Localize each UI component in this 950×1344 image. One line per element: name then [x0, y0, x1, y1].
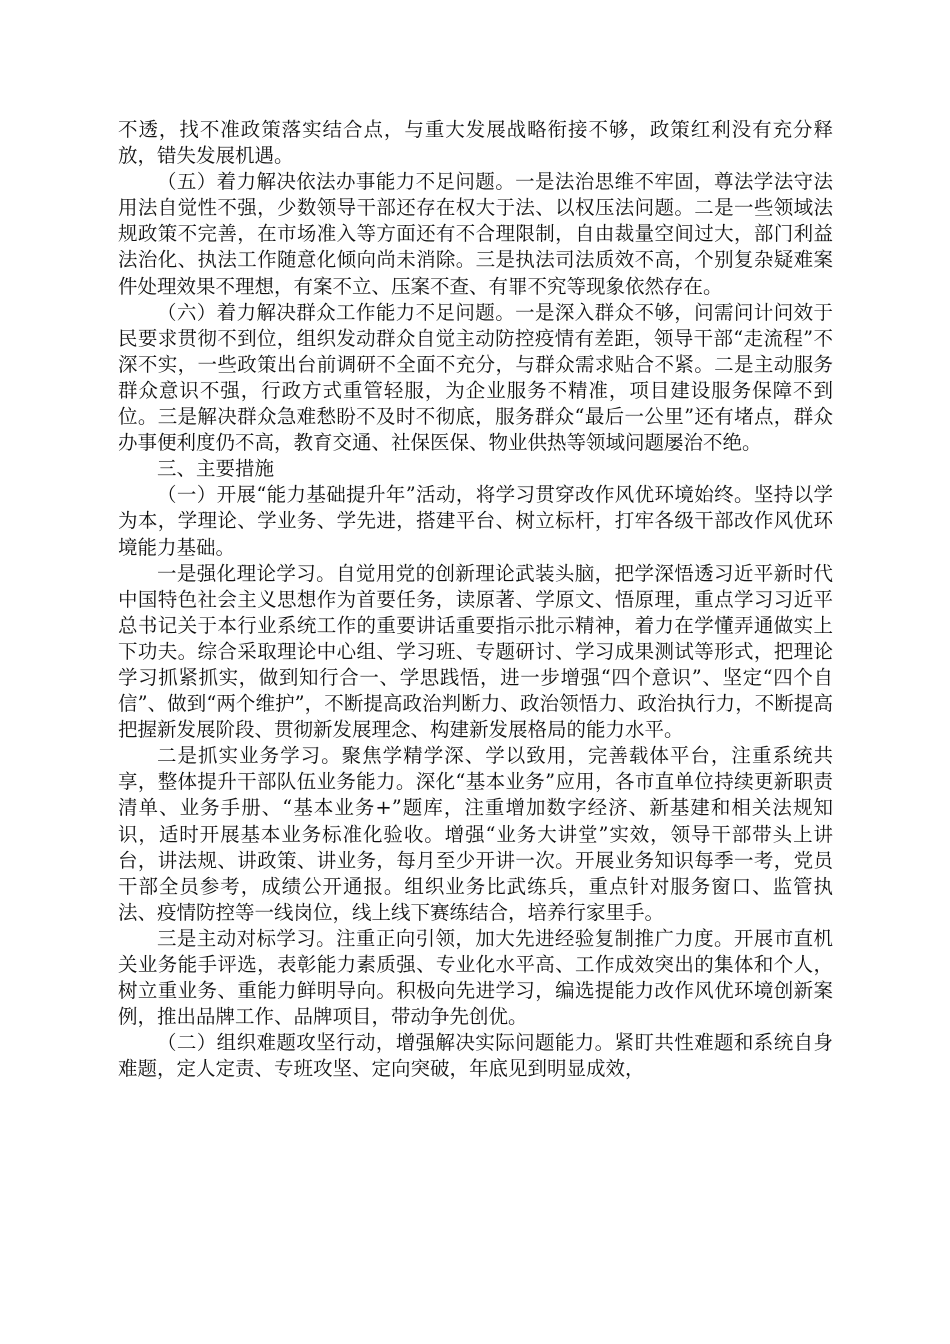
paragraph-section-5: （五）着力解决依法办事能力不足问题。一是法治思维不牢固，尊法学法守法用法自觉性不强，少数领导干部还存在权大于法、以权压法问题。二是一些领域法规政策不完善，在市场准入等方面还有不合理限制，自由裁量空间过大，部门利益法治化、执法工作随意化倾向尚未消除。三是执法司法质效不高，个别复杂疑难案件处理效果不理想，有案不立、压案不查、有罪不究等现象依然存在。	[118, 170, 833, 298]
document-page	[118, 117, 833, 1082]
section-heading-main-measures: 三、主要措施	[157, 457, 275, 481]
paragraph-business-study: 二是抓实业务学习。聚焦学精学深、学以致用，完善载体平台，注重系统共享，整体提升干部队伍业务能力。深化“基本业务”应用，各市直单位持续更新职责清单、业务手册、“基本业务+”题库，注重增加数字经济、新基建和相关法规知识，适时开展基本业务标准化验收。增强“业务大讲堂”实效，领导干部带头上讲台，讲法规、讲政策、讲业务，每月至少开讲一次。开展业务知识每季一考，党员干部全员参考，成绩公开通报。组织业务比武练兵，重点针对服务窗口、监管执法、疫情防控等一线岗位，线上线下赛练结合，培养行家里手。	[118, 744, 833, 924]
paragraph-measure-2: （二）组织难题攻坚行动，增强解决实际问题能力。紧盯共性难题和系统自身难题，定人定责、专班攻坚、定向突破，年底见到明显成效，	[118, 1031, 833, 1081]
paragraph-theory-study: 一是强化理论学习。自觉用党的创新理论武装头脑，把学深悟透习近平新时代中国特色社会主义思想作为首要任务，读原著、学原文、悟原理，重点学习习近平总书记关于本行业系统工作的重要讲话重要指示批示精神，着力在学懂弄通做实上下功夫。综合采取理论中心组、学习班、专题研讨、学习成果测试等形式，把理论学习抓紧抓实，做到知行合一、学思践悟，进一步增强“四个意识”、坚定“四个自信”、做到“两个维护”，不断提高政治判断力、政治领悟力、政治执行力，不断提高把握新发展阶段、贯彻新发展理念、构建新发展格局的能力水平。	[118, 561, 833, 742]
paragraph-section-6: （六）着力解决群众工作能力不足问题。一是深入群众不够，问需问计问效于民要求贯彻不到位，组织发动群众自觉主动防控疫情有差距，领导干部“走流程”不深不实，一些政策出台前调研不全面不充分，与群众需求贴合不紧。二是主动服务群众意识不强，行政方式重管轻服，为企业服务不精准，项目建设服务保障不到位。三是解决群众急难愁盼不及时不彻底，服务群众“最后一公里”还有堵点，群众办事便利度仍不高，教育交通、社保医保、物业供热等领域问题屡治不绝。	[118, 300, 833, 455]
paragraph-continuation: 不透，找不准政策落实结合点，与重大发展战略衔接不够，政策红利没有充分释放，错失发展机遇。	[118, 118, 833, 168]
paragraph-measure-1: （一）开展“能力基础提升年”活动，将学习贯穿改作风优环境始终。坚持以学为本，学理论、学业务、学先进，搭建平台、树立标杆，打牢各级干部改作风优环境能力基础。	[118, 483, 833, 559]
paragraph-benchmark-study: 三是主动对标学习。注重正向引领，加大先进经验复制推广力度。开展市直机关业务能手评选，表彰能力素质强、专业化水平高、工作成效突出的集体和个人，树立重业务、重能力鲜明导向。积极向先进学习，编选提能力改作风优环境创新案例，推出品牌工作、品牌项目，带动争先创优。	[118, 926, 833, 1029]
